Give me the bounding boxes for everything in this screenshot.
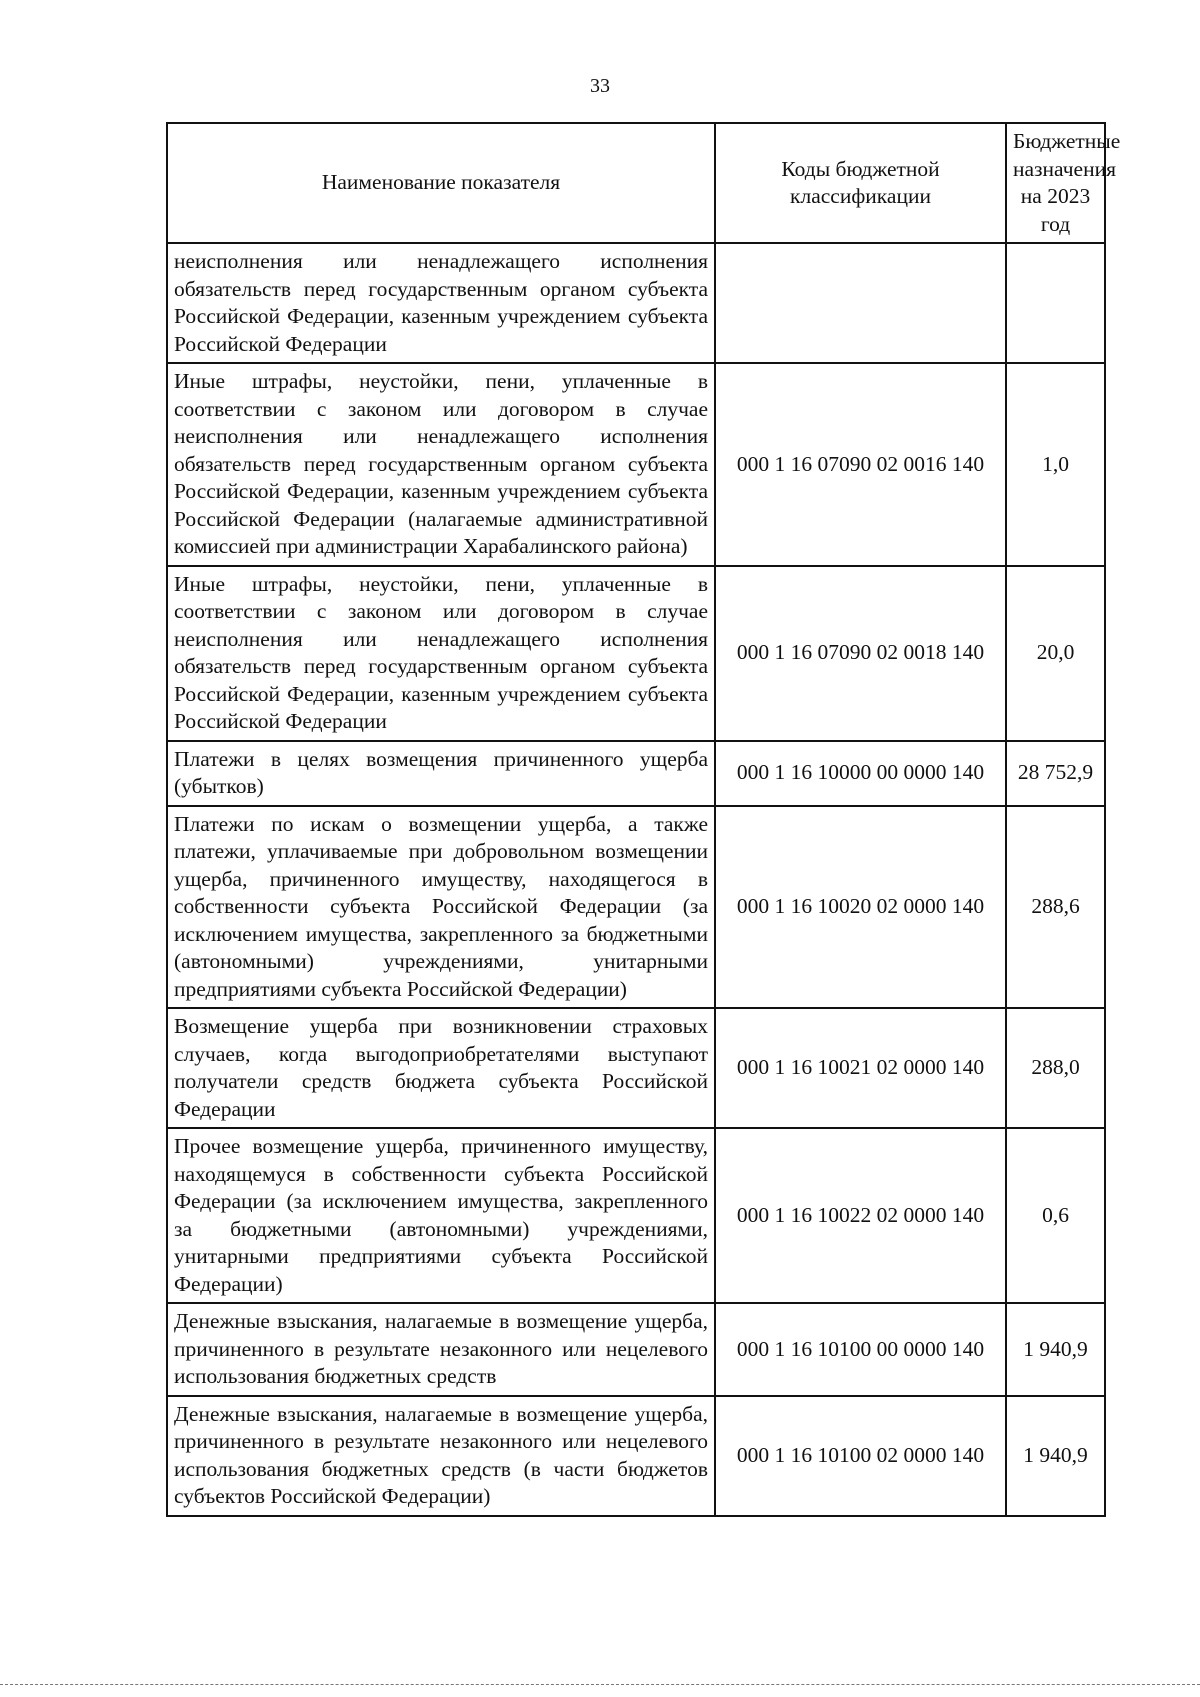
- row-amount: 28 752,9: [1006, 741, 1105, 806]
- budget-table: [166, 122, 1121, 1517]
- row-name: Иные штрафы, неустойки, пени, уплаченные в соответствии с законом или договором в случае неисполнения или ненадлежащего исполнения обязательств перед государственным органом субъекта Российской Федерации, казенным учреждением субъекта Российской Федерации: [167, 566, 715, 741]
- row-name: Платежи по искам о возмещении ущерба, а также платежи, уплачиваемые при добровольном возмещении ущерба, причиненного имуществу, находящегося в собственности субъекта Российской Федерации (за исключением имущества, закрепленного за бюджетными (автономными) учреждениями, унитарными предприятиями субъекта Российской Федерации): [167, 806, 715, 1009]
- table-header: [167, 123, 1121, 243]
- table-row: [167, 1128, 1105, 1303]
- table-row: [167, 1303, 1105, 1396]
- row-name: Прочее возмещение ущерба, причиненного имуществу, находящемуся в собственности субъекта Российской Федерации (за исключением имущества, закрепленного за бюджетными (автономными) учреждениями, унитарными предприятиями субъекта Российской Федерации): [167, 1128, 715, 1303]
- table-row: [167, 243, 1105, 363]
- row-name: Возмещение ущерба при возникновении страховых случаев, когда выгодоприобретателями выступают получатели средств бюджета субъекта Российской Федерации: [167, 1008, 715, 1128]
- row-name: Денежные взыскания, налагаемые в возмещение ущерба, причиненного в результате незаконного или нецелевого использования бюджетных средств: [167, 1303, 715, 1396]
- row-code: [715, 243, 1006, 363]
- row-code: 000 1 16 10022 02 0000 140: [715, 1128, 1006, 1303]
- table-row: [167, 1008, 1105, 1128]
- table-body: [167, 243, 1105, 1516]
- row-code: 000 1 16 10100 00 0000 140: [715, 1303, 1006, 1396]
- row-code: 000 1 16 10000 00 0000 140: [715, 741, 1006, 806]
- row-amount: 288,6: [1006, 806, 1105, 1009]
- row-code: 000 1 16 10100 02 0000 140: [715, 1396, 1006, 1516]
- row-amount: 1 940,9: [1006, 1396, 1105, 1516]
- table-row: [167, 566, 1105, 741]
- row-code: 000 1 16 07090 02 0018 140: [715, 566, 1006, 741]
- row-amount: 0,6: [1006, 1128, 1105, 1303]
- row-amount: [1006, 243, 1105, 363]
- row-amount: 1 940,9: [1006, 1303, 1105, 1396]
- table-row: [167, 363, 1105, 566]
- row-amount: 20,0: [1006, 566, 1105, 741]
- header-row: [167, 123, 1105, 243]
- row-code: 000 1 16 10021 02 0000 140: [715, 1008, 1006, 1128]
- page-number: 33: [590, 75, 610, 97]
- row-amount: 288,0: [1006, 1008, 1105, 1128]
- table-row: [167, 741, 1105, 806]
- row-code: 000 1 16 07090 02 0016 140: [715, 363, 1006, 566]
- header-budget-amount: Бюджетные назначения на 2023 год: [1006, 123, 1105, 243]
- row-name: Денежные взыскания, налагаемые в возмещение ущерба, причиненного в результате незаконного или нецелевого использования бюджетных средств (в части бюджетов субъектов Российской Федерации): [167, 1396, 715, 1516]
- row-name: неисполнения или ненадлежащего исполнения обязательств перед государственным органом субъекта Российской Федерации, казенным учреждением субъекта Российской Федерации: [167, 243, 715, 363]
- row-name: Иные штрафы, неустойки, пени, уплаченные в соответствии с законом или договором в случае неисполнения или ненадлежащего исполнения обязательств перед государственным органом субъекта Российской Федерации, казенным учреждением субъекта Российской Федерации (налагаемые административной комиссией при администрации Харабалинского района): [167, 363, 715, 566]
- row-name: Платежи в целях возмещения причиненного ущерба (убытков): [167, 741, 715, 806]
- header-classification-codes: Коды бюджетной классификации: [715, 123, 1006, 243]
- table-row: [167, 1396, 1105, 1516]
- scan-edge-divider: [0, 1684, 1200, 1685]
- row-amount: 1,0: [1006, 363, 1105, 566]
- header-indicator-name: Наименование показателя: [167, 123, 715, 243]
- row-code: 000 1 16 10020 02 0000 140: [715, 806, 1006, 1009]
- table-row: [167, 806, 1105, 1009]
